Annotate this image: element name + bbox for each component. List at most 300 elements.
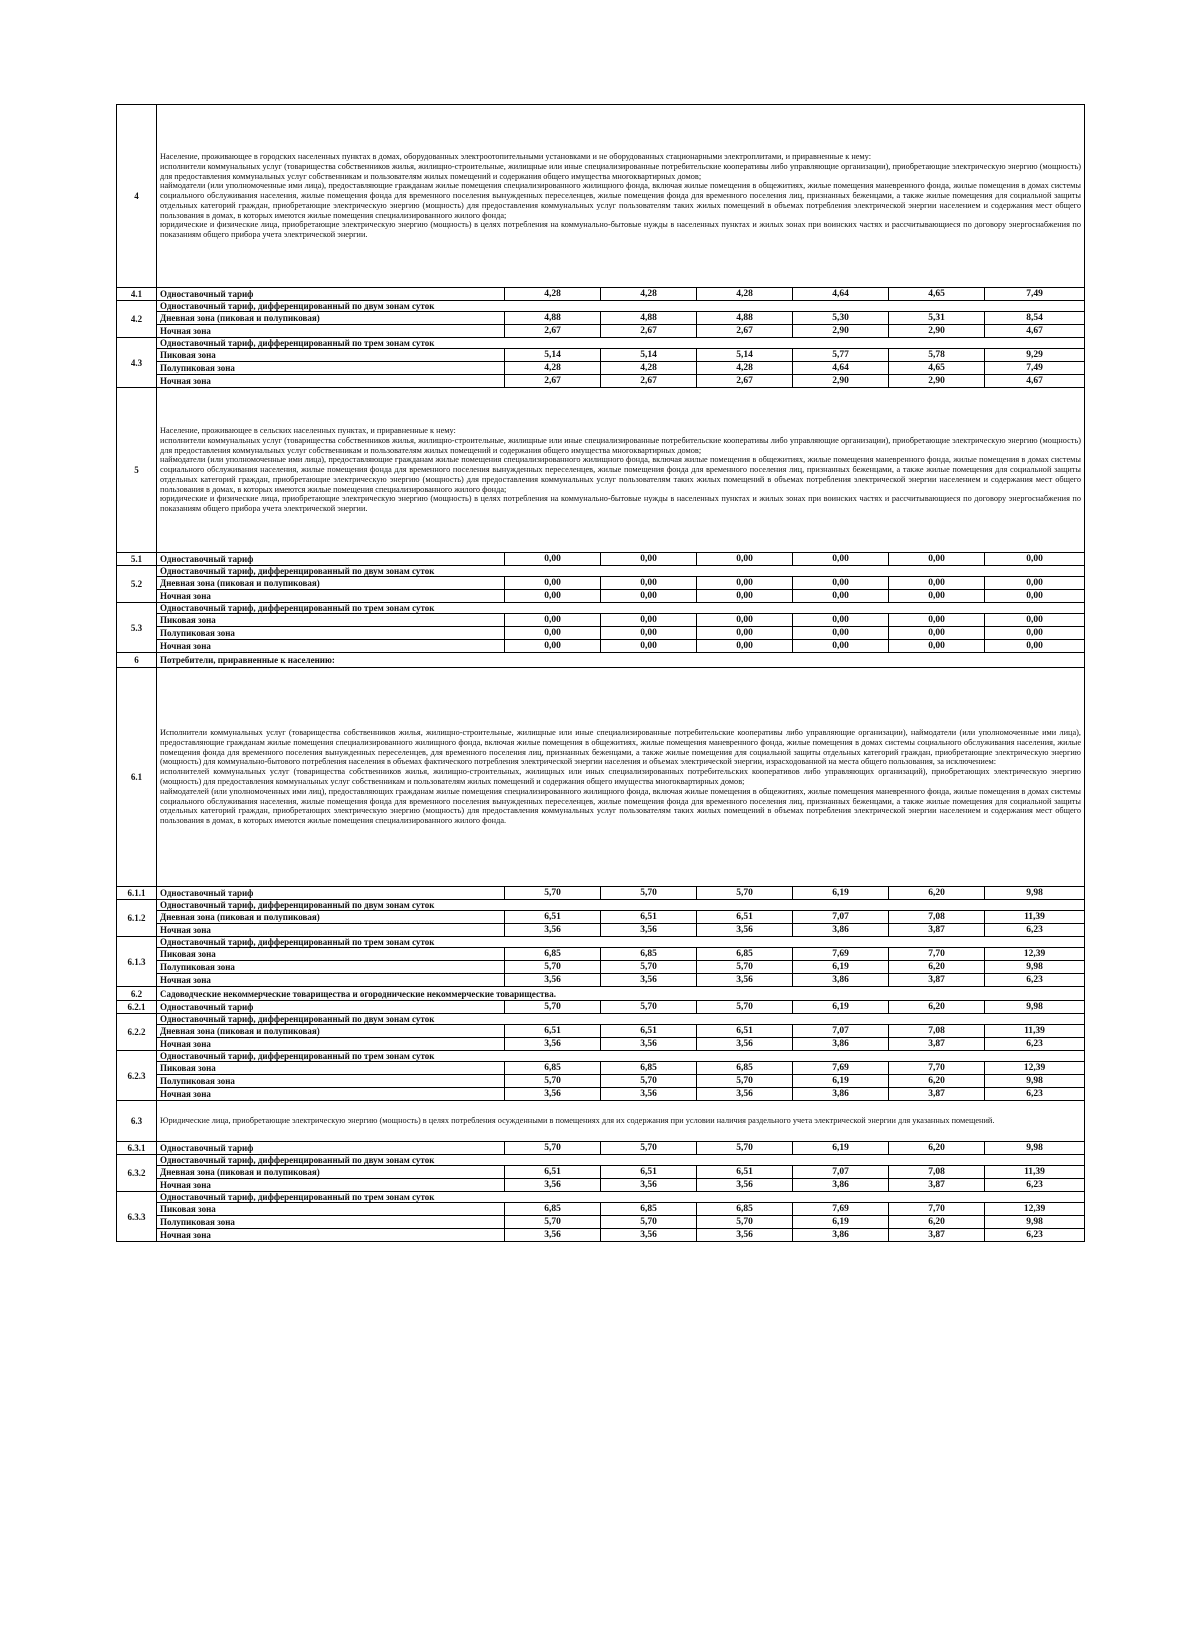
tariff-value: 4,28 xyxy=(697,288,793,301)
tariff-value: 0,00 xyxy=(985,590,1085,603)
tariff-value: 6,20 xyxy=(889,1216,985,1229)
tariff-header-three-zones: Одноставочный тариф, дифференцированный по трем зонам суток xyxy=(157,603,1085,614)
tariff-value: 5,70 xyxy=(697,1075,793,1088)
tariff-value: 6,51 xyxy=(697,911,793,924)
section-row xyxy=(117,1101,1085,1142)
tariff-row-night xyxy=(117,924,1085,937)
tariff-value: 0,00 xyxy=(697,553,793,566)
tariff-label-semipeak: Полупиковая зона xyxy=(157,961,505,974)
tariff-value: 9,98 xyxy=(985,1142,1085,1155)
description-paragraph: наймодателей (или уполномоченных ими лиц), предоставляющих гражданам жилые помещения специализированного жилищного фонда, включая жилые помещения в общежитиях, жилые помещения маневренного фонда, жилые помещения в домах системы социального обслуживания населения, жилые помещения фонда для временного поселения вынужденных переселенцев, жилые помещения фонда для временного поселения лиц, признанных беженцами, а также жилые помещения для социальной защиты отдельных категорий граждан, приобретающих электрическую энергию (мощность) для предоставления коммунальных услуг пользователям таких жилых помещений в объемах потребления электрической энергии населением и содержания мест общего пользования в домах, в которых имеются жилые помещения специализированного жилого фонда. xyxy=(160,786,1081,826)
tariff-value: 0,00 xyxy=(601,614,697,627)
tariff-row-semipeak xyxy=(117,1216,1085,1229)
tariff-value: 6,23 xyxy=(985,1179,1085,1192)
tariff-value: 6,51 xyxy=(505,1166,601,1179)
tariff-value: 3,86 xyxy=(793,1179,889,1192)
tariff-value: 8,54 xyxy=(985,312,1085,325)
tariff-row-day xyxy=(117,1025,1085,1038)
tariff-value: 0,00 xyxy=(601,590,697,603)
row-number: 6.2.2 xyxy=(117,1014,157,1051)
tariff-value: 0,00 xyxy=(793,590,889,603)
description-paragraph: Исполнители коммунальных услуг (товарищества собственников жилья, жилищно-строительные, жилищные или иные специализированные потребительские кооперативы либо управляющие организации), наймодатели (или уполномоченные ими лица), предоставляющие гражданам жилые помещения специализированного жилищного фонда, включая жилые помещения в общежитиях, жилые помещения маневренного фонда, жилые помещения в домах системы социального обслуживания населения, жилые помещения фонда для временного поселения вынужденных переселенцев, для временного поселения лиц, признанных беженцами, а также жилые помещения для социальной защиты отдельных категорий граждан, приобретающие электрическую энергию (мощность) для коммунально-бытового потребления населения в объемах фактического потребления электрической энергии населения и объемах электрической энергии, израсходованной на места общего пользования, за исключением: xyxy=(160,728,1081,767)
tariff-row-single xyxy=(117,553,1085,566)
tariff-value: 5,77 xyxy=(793,349,889,362)
tariff-value: 0,00 xyxy=(505,577,601,590)
tariff-value: 7,08 xyxy=(889,911,985,924)
tariff-value: 3,56 xyxy=(505,1179,601,1192)
tariff-value: 3,56 xyxy=(601,974,697,987)
tariff-label-day: Дневная зона (пиковая и полупиковая) xyxy=(157,312,505,325)
tariff-label-night: Ночная зона xyxy=(157,1229,505,1242)
tariff-value: 6,19 xyxy=(793,961,889,974)
section-number: 6.1 xyxy=(117,668,157,887)
tariff-label-day: Дневная зона (пиковая и полупиковая) xyxy=(157,577,505,590)
row-number: 4.2 xyxy=(117,301,157,338)
tariff-value: 6,85 xyxy=(601,1062,697,1075)
tariff-label-semipeak: Полупиковая зона xyxy=(157,362,505,375)
tariff-value: 5,70 xyxy=(601,887,697,900)
tariff-value: 6,19 xyxy=(793,1216,889,1229)
tariff-value: 0,00 xyxy=(601,553,697,566)
tariff-value: 0,00 xyxy=(505,627,601,640)
tariff-value: 12,39 xyxy=(985,948,1085,961)
section-number: 4 xyxy=(117,105,157,288)
row-number: 4.3 xyxy=(117,338,157,388)
tariff-label-night: Ночная зона xyxy=(157,375,505,388)
tariff-row-semipeak xyxy=(117,961,1085,974)
description-paragraph: Население, проживающее в сельских населенных пунктах, и приравненные к нему: xyxy=(160,425,456,435)
tariff-value: 6,85 xyxy=(697,1062,793,1075)
row-number: 6.3.1 xyxy=(117,1142,157,1155)
tariff-label-night: Ночная зона xyxy=(157,590,505,603)
tariff-header-two-zones: Одноставочный тариф, дифференцированный по двум зонам суток xyxy=(157,1155,1085,1166)
tariff-value: 6,19 xyxy=(793,1001,889,1014)
tariff-value: 7,07 xyxy=(793,1025,889,1038)
tariff-value: 0,00 xyxy=(505,640,601,653)
tariff-value: 6,85 xyxy=(505,1203,601,1216)
tariff-value: 7,70 xyxy=(889,948,985,961)
tariff-row-peak xyxy=(117,1203,1085,1216)
tariff-value: 5,14 xyxy=(697,349,793,362)
section-title: Садоводческие некоммерческие товарищества и огороднические некоммерческие товарищества. xyxy=(157,987,1085,1001)
tariff-value: 5,78 xyxy=(889,349,985,362)
tariff-header-three-zones: Одноставочный тариф, дифференцированный по трем зонам суток xyxy=(157,937,1085,948)
tariff-value: 6,51 xyxy=(697,1025,793,1038)
tariff-label-night: Ночная зона xyxy=(157,1038,505,1051)
tariff-value: 0,00 xyxy=(793,627,889,640)
tariff-header-row xyxy=(117,900,1085,911)
tariff-value: 6,85 xyxy=(505,948,601,961)
tariff-value: 0,00 xyxy=(985,614,1085,627)
section-number: 5 xyxy=(117,388,157,553)
row-number: 4.1 xyxy=(117,288,157,301)
row-number: 6.3.2 xyxy=(117,1155,157,1192)
tariff-value: 4,28 xyxy=(505,362,601,375)
tariff-row-day xyxy=(117,1166,1085,1179)
tariff-value: 5,70 xyxy=(505,887,601,900)
tariff-header-three-zones: Одноставочный тариф, дифференцированный по трем зонам суток xyxy=(157,1051,1085,1062)
tariff-label-night: Ночная зона xyxy=(157,1179,505,1192)
tariff-row-night xyxy=(117,1179,1085,1192)
tariff-value: 0,00 xyxy=(793,614,889,627)
tariff-value: 5,14 xyxy=(601,349,697,362)
section-description xyxy=(157,668,1085,887)
tariff-value: 0,00 xyxy=(601,577,697,590)
tariff-label-peak: Пиковая зона xyxy=(157,1062,505,1075)
tariff-header-three-zones: Одноставочный тариф, дифференцированный по трем зонам суток xyxy=(157,338,1085,349)
tariff-label-peak: Пиковая зона xyxy=(157,614,505,627)
tariff-table xyxy=(116,104,1085,1242)
tariff-value: 2,90 xyxy=(889,375,985,388)
tariff-value: 6,20 xyxy=(889,1075,985,1088)
section-row xyxy=(117,653,1085,668)
row-number: 5.2 xyxy=(117,566,157,603)
tariff-value: 5,70 xyxy=(505,1142,601,1155)
tariff-row-peak xyxy=(117,614,1085,627)
tariff-value: 5,70 xyxy=(697,1142,793,1155)
tariff-value: 4,28 xyxy=(601,362,697,375)
row-number: 5.1 xyxy=(117,553,157,566)
tariff-label-night: Ночная зона xyxy=(157,1088,505,1101)
tariff-value: 12,39 xyxy=(985,1062,1085,1075)
tariff-value: 4,64 xyxy=(793,288,889,301)
tariff-value: 6,23 xyxy=(985,1088,1085,1101)
tariff-value: 11,39 xyxy=(985,1166,1085,1179)
tariff-value: 3,56 xyxy=(601,924,697,937)
tariff-value: 0,00 xyxy=(601,640,697,653)
tariff-row-single xyxy=(117,1142,1085,1155)
tariff-label-peak: Пиковая зона xyxy=(157,1203,505,1216)
tariff-label-single: Одноставочный тариф xyxy=(157,1001,505,1014)
tariff-value: 2,67 xyxy=(697,375,793,388)
description-paragraph: исполнителей коммунальных услуг (товарищества собственников жилья, жилищно-строительных, жилищных или иных специализированных потребительских кооперативов либо управляющих организаций), приобретающих электрическую энергию (мощность) для предоставления коммунальных услуг собственникам и пользователям жилых помещений и содержания общего имущества многоквартирных домов; xyxy=(160,767,1081,786)
tariff-header-row xyxy=(117,603,1085,614)
tariff-header-two-zones: Одноставочный тариф, дифференцированный по двум зонам суток xyxy=(157,566,1085,577)
tariff-header-row xyxy=(117,1155,1085,1166)
tariff-header-row xyxy=(117,566,1085,577)
section-description xyxy=(157,105,1085,288)
tariff-value: 0,00 xyxy=(697,640,793,653)
tariff-value: 2,67 xyxy=(505,325,601,338)
tariff-value: 0,00 xyxy=(697,614,793,627)
tariff-row-semipeak xyxy=(117,1075,1085,1088)
tariff-value: 9,98 xyxy=(985,961,1085,974)
tariff-row-day xyxy=(117,911,1085,924)
tariff-value: 2,67 xyxy=(601,375,697,388)
tariff-row-single xyxy=(117,1001,1085,1014)
row-number: 6.2.1 xyxy=(117,1001,157,1014)
tariff-value: 0,00 xyxy=(793,577,889,590)
tariff-value: 5,14 xyxy=(505,349,601,362)
row-number: 6.2.3 xyxy=(117,1051,157,1101)
tariff-value: 7,49 xyxy=(985,362,1085,375)
tariff-value: 0,00 xyxy=(505,590,601,603)
tariff-label-day: Дневная зона (пиковая и полупиковая) xyxy=(157,911,505,924)
tariff-value: 6,51 xyxy=(505,1025,601,1038)
tariff-value: 4,65 xyxy=(889,362,985,375)
tariff-value: 0,00 xyxy=(889,614,985,627)
tariff-value: 3,56 xyxy=(601,1088,697,1101)
tariff-value: 6,23 xyxy=(985,924,1085,937)
tariff-value: 3,87 xyxy=(889,924,985,937)
tariff-row-night xyxy=(117,640,1085,653)
tariff-value: 6,19 xyxy=(793,1142,889,1155)
description-paragraph: Население, проживающее в городских населенных пунктах в домах, оборудованных электроотопительными установками и не оборудованных стационарными электроплитами, и приравненные к нему: xyxy=(160,151,872,161)
tariff-value: 0,00 xyxy=(985,577,1085,590)
tariff-value: 6,20 xyxy=(889,887,985,900)
section-row xyxy=(117,388,1085,553)
tariff-value: 11,39 xyxy=(985,1025,1085,1038)
tariff-value: 3,56 xyxy=(697,1088,793,1101)
tariff-value: 0,00 xyxy=(697,577,793,590)
tariff-label-single: Одноставочный тариф xyxy=(157,1142,505,1155)
tariff-row-semipeak xyxy=(117,362,1085,375)
tariff-sheet xyxy=(116,104,1084,1242)
tariff-header-row xyxy=(117,1014,1085,1025)
tariff-value: 4,28 xyxy=(697,362,793,375)
tariff-row-night xyxy=(117,590,1085,603)
tariff-row-night xyxy=(117,1038,1085,1051)
tariff-label-single: Одноставочный тариф xyxy=(157,887,505,900)
tariff-value: 2,90 xyxy=(889,325,985,338)
tariff-label-night: Ночная зона xyxy=(157,325,505,338)
tariff-value: 5,70 xyxy=(601,1075,697,1088)
tariff-value: 5,30 xyxy=(793,312,889,325)
tariff-value: 5,70 xyxy=(601,1142,697,1155)
tariff-row-peak xyxy=(117,1062,1085,1075)
tariff-value: 5,70 xyxy=(697,1216,793,1229)
description-paragraph: наймодатели (или уполномоченные ими лица), предоставляющие гражданам жилые помещения специализированного жилищного фонда, включая жилые помещения в общежитиях, жилые помещения маневренного фонда, жилые помещения в домах системы социального обслуживания населения, жилые помещения фонда для временного поселения вынужденных переселенцев, жилые помещения фонда для временного поселения лиц, признанных беженцами, а также жилые помещения для социальной защиты отдельных категорий граждан, приобретающие электрическую энергию (мощность) для предоставления коммунальных услуг пользователям таких жилых помещений в объемах потребления электрической энергии населением и содержания мест общего пользования в домах, в которых имеются жилые помещения специализированного жилого фонда; xyxy=(160,181,1081,220)
tariff-value: 3,56 xyxy=(697,1179,793,1192)
tariff-value: 2,67 xyxy=(697,325,793,338)
tariff-value: 4,28 xyxy=(601,288,697,301)
tariff-value: 0,00 xyxy=(697,590,793,603)
tariff-value: 9,98 xyxy=(985,887,1085,900)
tariff-value: 4,88 xyxy=(601,312,697,325)
tariff-value: 3,56 xyxy=(505,1229,601,1242)
tariff-value: 3,86 xyxy=(793,1038,889,1051)
tariff-value: 4,67 xyxy=(985,375,1085,388)
tariff-value: 5,70 xyxy=(505,1075,601,1088)
tariff-label-day: Дневная зона (пиковая и полупиковая) xyxy=(157,1166,505,1179)
tariff-value: 4,65 xyxy=(889,288,985,301)
tariff-value: 0,00 xyxy=(505,553,601,566)
tariff-value: 6,85 xyxy=(601,948,697,961)
tariff-label-night: Ночная зона xyxy=(157,974,505,987)
tariff-row-night xyxy=(117,375,1085,388)
tariff-label-semipeak: Полупиковая зона xyxy=(157,627,505,640)
tariff-value: 3,87 xyxy=(889,1229,985,1242)
row-number: 6.1.2 xyxy=(117,900,157,937)
section-row xyxy=(117,987,1085,1001)
tariff-header-two-zones: Одноставочный тариф, дифференцированный по двум зонам суток xyxy=(157,1014,1085,1025)
tariff-value: 0,00 xyxy=(889,640,985,653)
tariff-value: 3,56 xyxy=(505,974,601,987)
tariff-row-single xyxy=(117,887,1085,900)
tariff-value: 3,56 xyxy=(601,1229,697,1242)
tariff-value: 0,00 xyxy=(985,627,1085,640)
tariff-value: 0,00 xyxy=(889,553,985,566)
tariff-value: 3,87 xyxy=(889,974,985,987)
section-title: Потребители, приравненные к населению: xyxy=(157,653,1085,668)
description-paragraph: юридические и физические лица, приобретающие электрическую энергию (мощность) в целях потребления на коммунально-бытовые нужды в населенных пунктах и жилых зонах при воинских частях и рассчитывающиеся по договору энергоснабжения по показаниям общего прибора учета электрической энергии. xyxy=(160,220,1081,240)
description-paragraph: юридические и физические лица, приобретающие электрическую энергию (мощность) в целях потребления на коммунально-бытовые нужды в населенных пунктах и жилых зонах при воинских частях и рассчитывающиеся по договору энергоснабжения по показаниям общего прибора учета электрической энергии. xyxy=(160,494,1081,514)
section-description xyxy=(157,1101,1085,1142)
tariff-row-peak xyxy=(117,948,1085,961)
tariff-value: 3,56 xyxy=(505,1088,601,1101)
tariff-row-night xyxy=(117,1229,1085,1242)
tariff-value: 7,07 xyxy=(793,1166,889,1179)
section-row xyxy=(117,105,1085,288)
row-number: 6.3.3 xyxy=(117,1192,157,1242)
tariff-header-row xyxy=(117,301,1085,312)
tariff-value: 5,70 xyxy=(505,1216,601,1229)
tariff-header-row xyxy=(117,1051,1085,1062)
tariff-value: 3,86 xyxy=(793,1088,889,1101)
section-number: 6.3 xyxy=(117,1101,157,1142)
tariff-value: 3,56 xyxy=(697,1038,793,1051)
tariff-row-day xyxy=(117,577,1085,590)
tariff-value: 5,70 xyxy=(505,961,601,974)
tariff-value: 2,67 xyxy=(601,325,697,338)
tariff-value: 5,31 xyxy=(889,312,985,325)
tariff-row-night xyxy=(117,325,1085,338)
tariff-value: 7,70 xyxy=(889,1203,985,1216)
tariff-label-semipeak: Полупиковая зона xyxy=(157,1216,505,1229)
tariff-value: 0,00 xyxy=(889,627,985,640)
tariff-value: 5,70 xyxy=(697,961,793,974)
tariff-value: 6,85 xyxy=(697,948,793,961)
row-number: 6.1.3 xyxy=(117,937,157,987)
tariff-value: 3,56 xyxy=(697,924,793,937)
tariff-value: 4,88 xyxy=(505,312,601,325)
tariff-row-semipeak xyxy=(117,627,1085,640)
tariff-value: 6,23 xyxy=(985,974,1085,987)
tariff-label-semipeak: Полупиковая зона xyxy=(157,1075,505,1088)
tariff-value: 7,07 xyxy=(793,911,889,924)
tariff-label-night: Ночная зона xyxy=(157,640,505,653)
tariff-value: 6,51 xyxy=(601,1166,697,1179)
tariff-value: 0,00 xyxy=(889,590,985,603)
tariff-value: 7,08 xyxy=(889,1025,985,1038)
tariff-label-night: Ночная зона xyxy=(157,924,505,937)
tariff-value: 0,00 xyxy=(985,553,1085,566)
description-paragraph: Юридические лица, приобретающие электрическую энергию (мощность) в целях потребления осужденными в помещениях для их содержания при условии наличия раздельного учета электрической энергии для указанных помещений. xyxy=(160,1116,995,1126)
tariff-value: 6,20 xyxy=(889,1142,985,1155)
tariff-value: 4,67 xyxy=(985,325,1085,338)
tariff-value: 5,70 xyxy=(601,961,697,974)
row-number: 6.1.1 xyxy=(117,887,157,900)
tariff-value: 6,20 xyxy=(889,1001,985,1014)
description-paragraph: исполнители коммунальных услуг (товарищества собственников жилья, жилищно-строительные, жилищные или иные специализированные потребительские кооперативы либо управляющие организации), приобретающие электрическую энергию (мощность) для предоставления коммунальных услуг собственникам и пользователям жилых помещений и содержания общего имущества многоквартирных домов; xyxy=(160,161,1081,181)
tariff-value: 6,85 xyxy=(601,1203,697,1216)
tariff-value: 3,56 xyxy=(601,1179,697,1192)
tariff-value: 0,00 xyxy=(697,627,793,640)
tariff-value: 6,51 xyxy=(697,1166,793,1179)
tariff-header-two-zones: Одноставочный тариф, дифференцированный по двум зонам суток xyxy=(157,301,1085,312)
tariff-value: 6,51 xyxy=(505,911,601,924)
tariff-value: 7,69 xyxy=(793,948,889,961)
tariff-value: 3,86 xyxy=(793,974,889,987)
tariff-value: 2,67 xyxy=(505,375,601,388)
tariff-value: 3,86 xyxy=(793,924,889,937)
tariff-value: 3,87 xyxy=(889,1038,985,1051)
tariff-label-day: Дневная зона (пиковая и полупиковая) xyxy=(157,1025,505,1038)
tariff-label-single: Одноставочный тариф xyxy=(157,288,505,301)
tariff-header-row xyxy=(117,1192,1085,1203)
tariff-header-row xyxy=(117,338,1085,349)
tariff-value: 3,56 xyxy=(505,924,601,937)
section-row xyxy=(117,668,1085,887)
description-paragraph: наймодатели (или уполномоченные ими лица), предоставляющие гражданам жилые помещения специализированного жилищного фонда, включая жилые помещения в общежитиях, жилые помещения маневренного фонда, жилые помещения в домах системы социального обслуживания населения, жилые помещения фонда для временного поселения вынужденных переселенцев, жилые помещения фонда для временного поселения лиц, признанных беженцами, а также жилые помещения для социальной защиты отдельных категорий граждан, приобретающие электрическую энергию (мощность) для предоставления коммунальных услуг пользователям таких жилых помещений в объемах потребления электрической энергии населением и содержания мест общего пользования в домах, в которых имеются жилые помещения специализированного жилого фонда; xyxy=(160,455,1081,494)
tariff-label-peak: Пиковая зона xyxy=(157,349,505,362)
description-paragraph: исполнители коммунальных услуг (товарищества собственников жилья, жилищно-строительные, жилищные или иные специализированные потребительские кооперативы либо управляющие организации), приобретающие электрическую энергию (мощность) для предоставления коммунальных услуг собственникам и пользователям жилых помещений и содержания общего имущества многоквартирных домов; xyxy=(160,435,1081,455)
tariff-value: 9,98 xyxy=(985,1075,1085,1088)
tariff-value: 0,00 xyxy=(889,577,985,590)
tariff-label-peak: Пиковая зона xyxy=(157,948,505,961)
tariff-value: 3,56 xyxy=(697,1229,793,1242)
tariff-value: 9,98 xyxy=(985,1001,1085,1014)
tariff-row-peak xyxy=(117,349,1085,362)
tariff-header-row xyxy=(117,937,1085,948)
tariff-value: 3,86 xyxy=(793,1229,889,1242)
tariff-value: 3,87 xyxy=(889,1088,985,1101)
tariff-label-single: Одноставочный тариф xyxy=(157,553,505,566)
tariff-value: 3,56 xyxy=(697,974,793,987)
tariff-header-three-zones: Одноставочный тариф, дифференцированный по трем зонам суток xyxy=(157,1192,1085,1203)
tariff-value: 6,19 xyxy=(793,1075,889,1088)
section-number: 6 xyxy=(117,653,157,668)
tariff-value: 7,70 xyxy=(889,1062,985,1075)
tariff-value: 2,90 xyxy=(793,375,889,388)
tariff-value: 11,39 xyxy=(985,911,1085,924)
tariff-value: 0,00 xyxy=(505,614,601,627)
tariff-value: 6,19 xyxy=(793,887,889,900)
tariff-value: 0,00 xyxy=(793,553,889,566)
tariff-value: 0,00 xyxy=(793,640,889,653)
tariff-value: 0,00 xyxy=(985,640,1085,653)
tariff-value: 0,00 xyxy=(601,627,697,640)
tariff-value: 7,69 xyxy=(793,1062,889,1075)
tariff-value: 5,70 xyxy=(697,1001,793,1014)
tariff-value: 6,85 xyxy=(505,1062,601,1075)
tariff-value: 4,88 xyxy=(697,312,793,325)
tariff-value: 3,56 xyxy=(505,1038,601,1051)
tariff-value: 6,51 xyxy=(601,1025,697,1038)
tariff-value: 6,20 xyxy=(889,961,985,974)
tariff-value: 3,87 xyxy=(889,1179,985,1192)
tariff-value: 7,08 xyxy=(889,1166,985,1179)
tariff-value: 12,39 xyxy=(985,1203,1085,1216)
tariff-value: 2,90 xyxy=(793,325,889,338)
tariff-value: 5,70 xyxy=(601,1001,697,1014)
tariff-value: 7,69 xyxy=(793,1203,889,1216)
tariff-value: 9,29 xyxy=(985,349,1085,362)
section-number: 6.2 xyxy=(117,987,157,1001)
tariff-row-night xyxy=(117,974,1085,987)
row-number: 5.3 xyxy=(117,603,157,653)
section-description xyxy=(157,388,1085,553)
tariff-value: 6,23 xyxy=(985,1038,1085,1051)
tariff-value: 6,51 xyxy=(601,911,697,924)
tariff-value: 9,98 xyxy=(985,1216,1085,1229)
tariff-row-single xyxy=(117,288,1085,301)
tariff-value: 7,49 xyxy=(985,288,1085,301)
tariff-value: 6,85 xyxy=(697,1203,793,1216)
tariff-value: 3,56 xyxy=(601,1038,697,1051)
tariff-row-day xyxy=(117,312,1085,325)
tariff-value: 6,23 xyxy=(985,1229,1085,1242)
